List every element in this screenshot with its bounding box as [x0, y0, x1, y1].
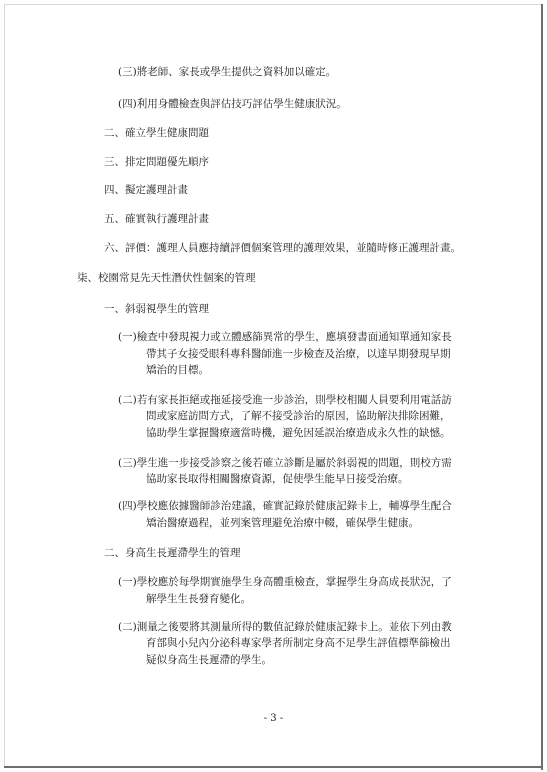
- paragraph-line: 矯治醫療過程，並列案管理避免治療中輟，確保學生健康。: [146, 517, 419, 529]
- paragraph-line: (一)檢查中發現視力或立體感篩異常的學生，應填發書面通知單通知家長: [118, 331, 452, 343]
- paragraph-line: 問或家庭訪問方式，了解不接受診治的原因，協助解決排除困難，: [146, 410, 451, 422]
- paragraph-line: 協助學生掌握醫療適當時機，避免因延誤治療造成永久性的缺憾。: [146, 427, 451, 439]
- page-shadow-right: [541, 4, 543, 770]
- paragraph-line: 解學生生長發育變化。: [146, 593, 251, 605]
- paragraph-line: (二)若有家長拒絕或拖延接受進一步診治，則學校相關人員要利用電話訪: [118, 394, 452, 406]
- paragraph-line: (四)學校應依據醫師診治建議，確實記錄於健康記錄卡上，輔導學生配合: [118, 500, 452, 512]
- page-shadow-bottom: [4, 766, 543, 768]
- paragraph-line: 矯治的目標。: [146, 364, 209, 376]
- step-establish-problems: 二、確立學生健康問題: [104, 127, 209, 139]
- subsection-heading-growth: 二、身高生長遲滯學生的管理: [104, 547, 241, 559]
- paragraph-line: 帶其子女接受眼科專科醫師進一步檢查及治療，以達早期發現早期: [146, 348, 451, 360]
- paragraph-line: 協助家長取得相關醫療資源，促使學生能早日接受治療。: [146, 473, 409, 485]
- list-item-physical-exam: (四)利用身體檢查與評估技巧評估學生健康狀況。: [118, 98, 347, 110]
- section-heading-chronic-cases: 柒、校園常見先天性潛伏性個案的管理: [77, 272, 256, 284]
- paragraph-line: 疑似身高生長遲滯的學生。: [146, 654, 272, 666]
- step-evaluate: 六、評價：護理人員應持續評價個案管理的護理效果，並隨時修正護理計畫。: [104, 242, 461, 254]
- paragraph-line: (二)測量之後要將其測量所得的數值記錄於健康記錄卡上。並依下列由教: [118, 621, 452, 633]
- list-item-verify-info: (三)將老師、家長或學生提供之資料加以確定。: [118, 66, 337, 78]
- page-border-left: [4, 4, 5, 766]
- step-prioritize: 三、排定問題優先順序: [104, 156, 209, 168]
- paragraph-line: (三)學生進一步接受診察之後若確立診斷是屬於斜弱視的問題，則校方需: [118, 457, 452, 469]
- paragraph-line: (一)學校應於每學期實施學生身高體重檢查，掌握學生身高成長狀況，了: [118, 576, 452, 588]
- page-number: - 3 -: [263, 713, 284, 724]
- step-execute: 五、確實執行護理計畫: [104, 213, 209, 225]
- step-plan: 四、擬定護理計畫: [104, 184, 188, 196]
- page-border-top: [4, 4, 541, 5]
- paragraph-line: 育部與小兒內分泌科專家學者所制定身高不足學生評值標準篩檢出: [146, 637, 451, 649]
- subsection-heading-amblyopia: 一、斜弱視學生的管理: [104, 303, 209, 315]
